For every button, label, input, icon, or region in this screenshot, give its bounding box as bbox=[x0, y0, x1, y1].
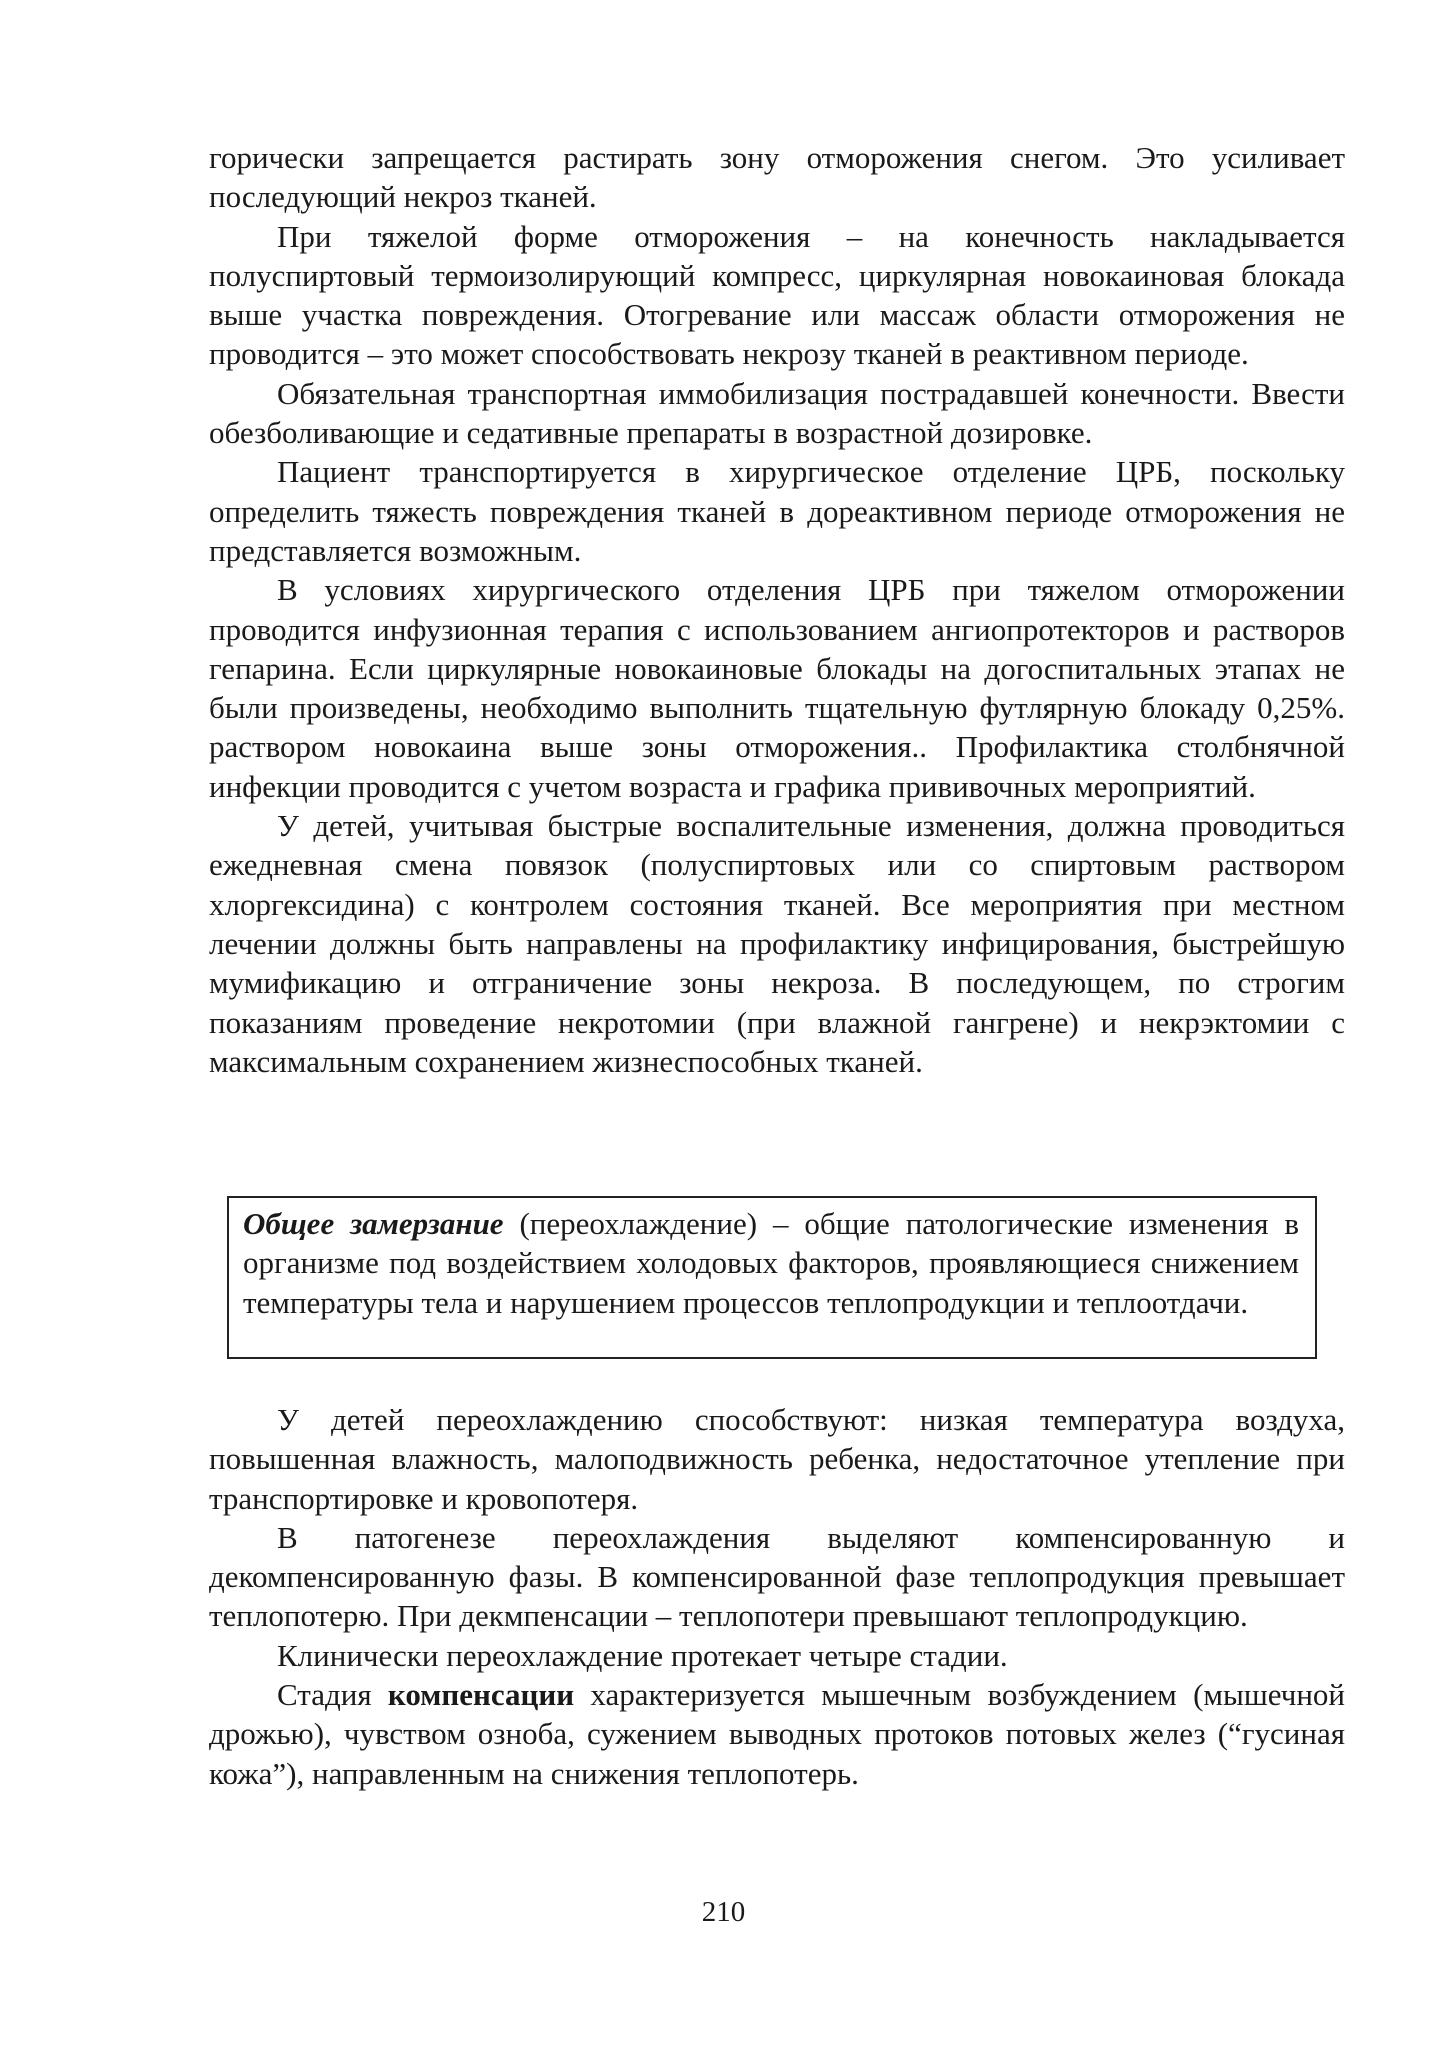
paragraph: В патогенезе переохлаждения выделяют компенсированную и декомпенсированную фазы. В компенсированной фазе теплопродукция превышает теплопотерю. При декмпенсации – теплопотери превышают теплопродукцию. bbox=[209, 1519, 1345, 1634]
page-number: 210 bbox=[701, 1896, 746, 1928]
definition-box bbox=[227, 1196, 1317, 1359]
paragraph: У детей, учитывая быстрые воспалительные изменения, должна проводиться ежедневная смена повязок (полуспиртовых или со спиртовым раствором хлоргексидина) с контролем состояния тканей. Все мероприятия при местном лечении должны быть направлены на профилактику инфицирования, быстрейшую мумификацию и отграничение зоны некроза. В последующем, по строгим показаниям проведение некротомии (при влажной гангрене) и некрэктомии с максимальным сохранением жизнеспособных тканей. bbox=[209, 808, 1345, 1079]
definition-term: Общее замерзание bbox=[243, 1206, 504, 1241]
paragraph: Обязательная транспортная иммобилизация пострадавшей конечности. Ввести обезболивающие и седативные препараты в возрастной дозировке. bbox=[209, 375, 1345, 451]
paragraph: Клинически переохлаждение протекает четыре стадии. bbox=[277, 1637, 1008, 1673]
body-text-top bbox=[209, 138, 1345, 1081]
paragraph-compensation-stage bbox=[209, 1675, 1345, 1793]
paragraph: В условиях хирургического отделения ЦРБ при тяжелом отморожении проводится инфузионная терапия с использованием ангиопротекторов и растворов гепарина. Если циркулярные новокаиновые блокады на догоспитальных этапах не были произведены, необходимо выполнить тщательную футлярную блокаду 0,25%. раствором новокаина выше зоны отморожения.. Профилактика столбнячной инфекции проводится с учетом возраста и графика прививочных мероприятий. bbox=[209, 572, 1345, 804]
body-text-bottom bbox=[209, 1400, 1345, 1793]
paragraph-text-end: характеризуется мышечным возбуждением (мышечной дрожью), чувством озноба, сужением выводных протоков потовых желез (“гусиная кожа”), направленным на снижения теплопотерь. bbox=[209, 1677, 1345, 1791]
paragraph-text-start: Стадия bbox=[277, 1677, 388, 1713]
paragraph: При тяжелой форме отморожения – на конечность накладывается полуспиртовый термоизолирующий компресс, циркулярная новокаиновая блокада выше участка повреждения. Отогревание или массаж области отморожения не проводится – это может способствовать некрозу тканей в реактивном периоде. bbox=[209, 218, 1345, 372]
paragraph: горически запрещается растирать зону отморожения снегом. Это усиливает последующий некроз тканей. bbox=[209, 140, 1345, 215]
paragraph: Пациент транспортируется в хирургическое отделение ЦРБ, поскольку определить тяжесть повреждения тканей в дореактивном периоде отморожения не представляется возможным. bbox=[209, 454, 1345, 568]
paragraph: У детей переохлаждению способствуют: низкая температура воздуха, повышенная влажность, малоподвижность ребенка, недостаточное утепление при транспортировке и кровопотеря. bbox=[209, 1402, 1345, 1516]
bold-term: компенсации bbox=[387, 1677, 575, 1713]
definition-text: (переохлаждение) – общие патологические изменения в организме под воздействием холодовых факторов, проявляющиеся снижением температуры тела и нарушением процессов теплопродукции и теплоотдачи. bbox=[243, 1206, 1300, 1320]
